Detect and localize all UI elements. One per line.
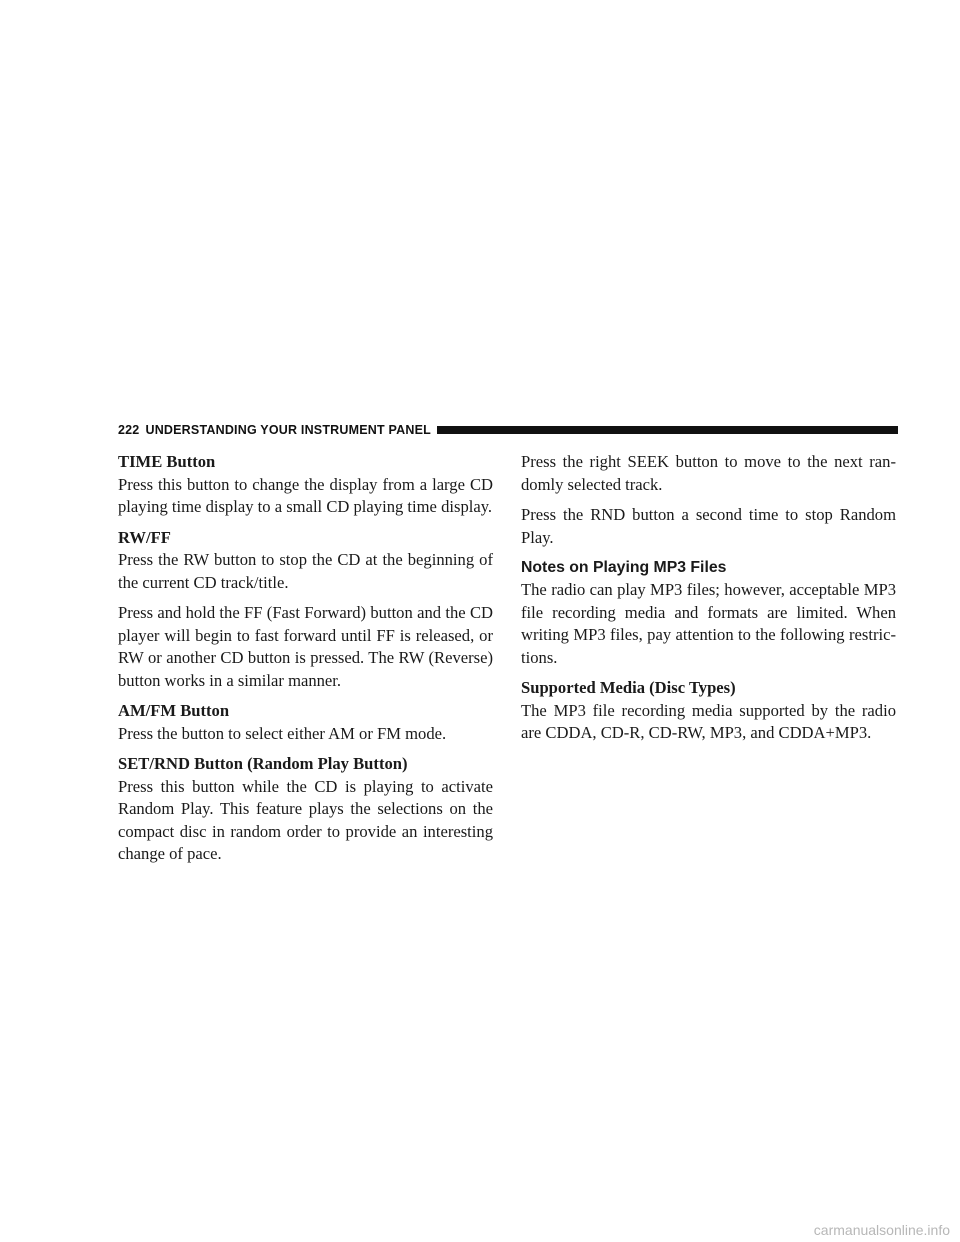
- page-header: [118, 422, 898, 438]
- mp3-notes-text: The radio can play MP3 files; however, acceptable MP3 file recording media and formats are limited. When writing MP3 files, pay attention to the following restric-tions.: [521, 580, 896, 667]
- set-rnd-heading: SET/RND Button (Random Play Button): [118, 754, 408, 773]
- right-column: [521, 451, 896, 753]
- set-rnd-text: Press this button while the CD is playing to activate Random Play. This feature plays the selections on the compact disc in random order to provide an interesting change of pace.: [118, 776, 493, 863]
- time-button-text: Press this button to change the display from a large CD playing time display to a small CD playing time display.: [118, 474, 493, 516]
- time-button-heading: TIME Button: [118, 452, 216, 471]
- am-fm-heading: AM/FM Button: [118, 701, 230, 720]
- rnd-stop-text: Press the RND button a second time to stop Random Play.: [521, 505, 896, 547]
- page-number: 222: [118, 423, 140, 437]
- rw-ff-heading: RW/FF: [118, 527, 171, 547]
- left-column: [118, 451, 493, 874]
- watermark: carmanualsonline.info: [813, 1222, 950, 1238]
- supported-media-heading: Supported Media (Disc Types): [521, 678, 736, 697]
- supported-media-text: The MP3 file recording media supported by the radio are CDDA, CD-R, CD-RW, MP3, and CDDA+MP3.: [521, 700, 896, 742]
- am-fm-text: Press the button to select either AM or FM mode.: [118, 723, 447, 743]
- section-title: UNDERSTANDING YOUR INSTRUMENT PANEL: [145, 423, 431, 437]
- rw-ff-text-1: Press the RW button to stop the CD at the beginning of the current CD track/title.: [118, 550, 493, 592]
- rw-ff-text-2: Press and hold the FF (Fast Forward) button and the CD player will begin to fast forward until FF is released, or RW or another CD button is pressed. The RW (Reverse) button works in a similar manner.: [118, 603, 493, 690]
- header-rule: [437, 426, 898, 434]
- mp3-notes-heading: Notes on Playing MP3 Files: [521, 559, 727, 576]
- seek-text: Press the right SEEK button to move to the next ran-domly selected track.: [521, 452, 896, 494]
